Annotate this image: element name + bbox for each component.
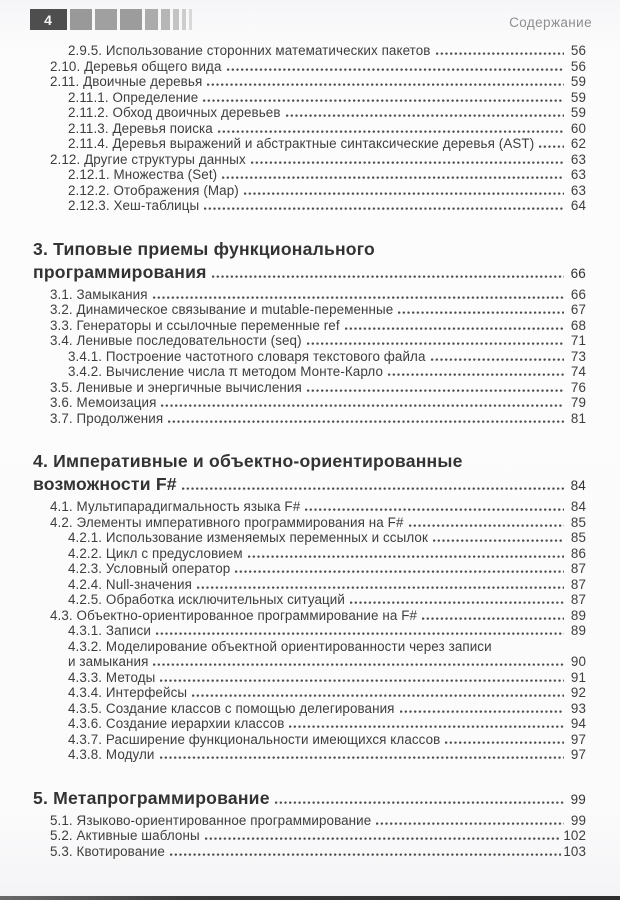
toc-page-number: 74 xyxy=(570,364,586,379)
toc-entry-row xyxy=(33,74,586,90)
toc-entry-label: 3.3. Генераторы и ссылочные переменные ref xyxy=(50,317,340,333)
toc-entry xyxy=(33,577,586,593)
dot-leader xyxy=(307,341,564,345)
toc-entry xyxy=(33,287,586,303)
decor-square xyxy=(120,9,142,30)
page-header xyxy=(0,0,620,30)
dot-leader xyxy=(205,836,562,840)
toc-page-number: 99 xyxy=(570,791,586,807)
dot-leader xyxy=(286,113,564,117)
toc-entry-row xyxy=(33,623,586,639)
toc-entry xyxy=(33,333,586,349)
toc-entry-row xyxy=(33,608,586,624)
toc-entry xyxy=(33,167,586,183)
toc-entry-label: программирования xyxy=(33,261,207,282)
toc-page-number: 63 xyxy=(570,182,586,198)
toc-entry xyxy=(33,43,586,59)
dot-leader xyxy=(153,295,564,299)
toc-page-number: 59 xyxy=(570,105,586,120)
toc-entry-row xyxy=(33,813,586,829)
toc-page-number: 85 xyxy=(570,514,586,530)
dot-leader xyxy=(160,678,564,682)
toc-page-number: 59 xyxy=(570,89,586,105)
toc-entry-label: 4.2.4. Null-значения xyxy=(68,576,192,592)
toc-entry-row xyxy=(33,167,586,183)
toc-entry-row xyxy=(33,198,586,214)
toc-entry-row xyxy=(33,302,586,318)
toc-entry-label: и замыкания xyxy=(68,654,149,669)
dot-leader xyxy=(409,523,565,527)
toc-entry xyxy=(33,183,586,199)
toc-entry-row xyxy=(33,287,586,303)
toc-entry-label: 3.4.1. Построение частотного словаря текстового файла xyxy=(68,348,426,364)
toc-entry-row xyxy=(33,136,586,152)
toc-entry xyxy=(33,105,586,121)
toc-entry-label: 5. Метапрограммирование xyxy=(33,787,270,808)
toc-page-number: 92 xyxy=(570,685,586,700)
toc-entry-label: 4.2.2. Цикл с предусловием xyxy=(68,545,243,561)
toc-page-number: 90 xyxy=(570,654,586,669)
toc-entry xyxy=(33,844,586,860)
toc-entry xyxy=(33,608,586,624)
toc-entry-row xyxy=(33,701,586,717)
dot-leader xyxy=(376,821,564,825)
dot-leader xyxy=(305,507,564,511)
toc-entry xyxy=(33,59,586,75)
dot-leader xyxy=(222,175,564,179)
toc-entry-label: 2.12.2. Отображения (Map) xyxy=(68,182,239,198)
toc-entry xyxy=(33,90,586,106)
toc-page-number: 68 xyxy=(570,317,586,333)
toc-entry xyxy=(33,592,586,608)
toc-entry-row xyxy=(33,592,586,608)
toc-entry-label: 4.3.5. Создание классов с помощью делегирования xyxy=(68,700,395,716)
toc-entry-label: 4.3.3. Методы xyxy=(68,669,156,685)
toc-page-number: 87 xyxy=(570,576,586,592)
dot-leader xyxy=(212,274,564,278)
toc-entry xyxy=(33,623,586,639)
toc-entry-row xyxy=(33,828,586,844)
toc-entry-row xyxy=(33,395,586,411)
toc-page-number: 99 xyxy=(570,812,586,828)
toc-entry-row xyxy=(33,546,586,562)
toc-entry-label: 2.12.3. Хеш-таблицы xyxy=(68,198,200,213)
toc-entry xyxy=(33,828,586,844)
toc-entry-row xyxy=(33,747,586,763)
toc-entry-label: 4.3.7. Расширение функциональности имеющихся классов xyxy=(68,731,441,747)
toc-entry-label: 2.11.2. Обход двоичных деревьев xyxy=(68,105,281,120)
toc-entry xyxy=(33,499,586,515)
dot-leader xyxy=(182,486,564,490)
dot-leader xyxy=(422,616,564,620)
toc-entry-row xyxy=(33,515,586,531)
toc-entry xyxy=(33,395,586,411)
page-bottom-edge xyxy=(0,896,620,900)
toc-entry xyxy=(33,152,586,168)
toc-entry-title-line1: 3. Типовые приемы функционального xyxy=(33,238,375,259)
toc-page-number: 79 xyxy=(570,395,586,410)
toc-entry-row xyxy=(33,732,586,748)
dot-leader xyxy=(170,852,561,856)
decor-square xyxy=(161,9,170,30)
toc-entry xyxy=(33,136,586,152)
toc-entry-label: 3.2. Динамическое связывание и mutable-переменные xyxy=(50,302,394,317)
toc-page-number: 56 xyxy=(570,58,586,74)
toc-entry xyxy=(33,364,586,380)
toc-entry-label: 4.1. Мультипарадигмальность языка F# xyxy=(50,499,301,514)
toc-entry-label: 4.3. Объектно-ориентированное программирование на F# xyxy=(50,607,418,623)
toc-entry-title-line1: 4. Императивные и объектно-ориентированные xyxy=(33,451,463,471)
toc-entry-label: 3.7. Продолжения xyxy=(50,410,164,426)
toc-page-number: 76 xyxy=(570,379,586,395)
toc-entry-row xyxy=(33,364,586,380)
dot-leader xyxy=(248,554,564,558)
dot-leader xyxy=(161,403,564,407)
toc-entry-row xyxy=(33,530,586,546)
toc-entry-label: 3.5. Ленивые и энергичные вычисления xyxy=(50,379,302,395)
toc-entry-row xyxy=(33,59,586,75)
toc-page-number: 66 xyxy=(570,286,586,302)
toc-page-number: 85 xyxy=(570,530,586,545)
dot-leader xyxy=(433,538,564,542)
dot-leader xyxy=(345,326,564,330)
toc-entry-row xyxy=(33,152,586,168)
toc-entry xyxy=(33,74,586,90)
toc-page-number: 63 xyxy=(570,151,586,167)
dot-leader xyxy=(289,724,564,728)
page-number-strip xyxy=(30,9,192,30)
toc-page-number: 86 xyxy=(570,545,586,561)
toc-entry-row xyxy=(33,577,586,593)
toc-page-number: 94 xyxy=(570,716,586,731)
toc-page-number: 87 xyxy=(570,592,586,607)
toc-entry-row xyxy=(33,121,586,137)
toc-page-number: 59 xyxy=(570,74,586,89)
toc-entry-row xyxy=(33,411,586,427)
toc-page-number: 87 xyxy=(570,561,586,576)
dot-leader xyxy=(431,357,564,361)
toc-entry xyxy=(33,380,586,396)
toc-section-heading xyxy=(33,238,586,285)
dot-leader xyxy=(204,206,564,210)
decor-square xyxy=(189,9,192,30)
toc-entry xyxy=(33,302,586,318)
toc-entry-row xyxy=(33,90,586,106)
decor-square xyxy=(182,9,186,30)
toc-entry-label: 4.2.3. Условный оператор xyxy=(68,561,231,576)
toc-entry-row xyxy=(33,261,586,285)
toc-entry-label: 2.9.5. Использование сторонних математических пакетов xyxy=(68,43,431,58)
toc-entry-label: 5.3. Квотирование xyxy=(50,843,165,859)
toc-entry-row xyxy=(33,473,586,497)
dot-leader xyxy=(388,372,564,376)
toc-entry-label: 4.3.4. Интерфейсы xyxy=(68,685,188,700)
toc-entry-label: 2.11.4. Деревья выражений и абстрактные синтаксические деревья (AST) xyxy=(68,136,535,151)
toc-page-number: 60 xyxy=(570,120,586,136)
toc-page-number: 103 xyxy=(563,843,586,859)
toc-entry xyxy=(33,701,586,717)
toc-section-heading xyxy=(33,787,586,811)
toc-entry-label: 4.3.8. Модули xyxy=(68,747,155,762)
toc-page-number: 62 xyxy=(570,136,586,151)
toc-entry-title-line1: 4.3.2. Моделирование объектной ориентированности через записи xyxy=(68,638,492,654)
toc-entry-row xyxy=(33,844,586,860)
toc-entry-row xyxy=(33,380,586,396)
decor-square xyxy=(173,9,179,30)
toc-entry xyxy=(33,411,586,427)
page-number: 4 xyxy=(44,11,53,28)
dot-leader xyxy=(436,51,564,55)
toc-page-number: 66 xyxy=(570,265,586,281)
dot-leader xyxy=(539,144,564,148)
toc-page-number: 97 xyxy=(570,731,586,747)
dot-leader xyxy=(350,600,564,604)
toc-entry-label: 2.11.1. Определение xyxy=(68,89,199,105)
toc-entry-row xyxy=(33,499,586,515)
toc-page-number: 71 xyxy=(570,333,586,348)
toc-entry-label: 4.3.6. Создание иерархии классов xyxy=(68,716,285,731)
dot-leader xyxy=(227,67,564,71)
running-head-title: Содержание xyxy=(509,15,592,30)
toc-page-number: 102 xyxy=(563,828,586,843)
toc-page-number: 64 xyxy=(570,198,586,213)
toc-page-number: 56 xyxy=(570,43,586,58)
toc-entry-label: 5.1. Языково-ориентированное программирование xyxy=(50,812,372,828)
toc-entry xyxy=(33,121,586,137)
toc-entry-label: 2.12.1. Множества (Set) xyxy=(68,167,218,182)
toc-entry xyxy=(33,561,586,577)
toc-entry-row xyxy=(33,561,586,577)
dot-leader xyxy=(197,585,564,589)
dot-leader xyxy=(307,388,564,392)
decor-square xyxy=(70,9,92,30)
toc-entry xyxy=(33,732,586,748)
toc-page-number: 93 xyxy=(570,700,586,716)
toc-entry-label: 2.11. Двоичные деревья xyxy=(50,74,203,89)
toc-entry-label: 2.12. Другие структуры данных xyxy=(50,151,246,167)
toc-entry-row xyxy=(33,787,586,811)
dot-leader xyxy=(445,740,564,744)
toc-entry-label: 3.6. Мемоизация xyxy=(50,395,157,410)
toc-page-number: 67 xyxy=(570,302,586,317)
toc-page-number: 63 xyxy=(570,167,586,182)
decor-square xyxy=(145,9,158,30)
toc-page-number: 81 xyxy=(570,410,586,426)
toc-entry-label: 2.11.3. Деревья поиска xyxy=(68,120,213,136)
toc-entry-row xyxy=(33,349,586,365)
toc-entry xyxy=(33,530,586,546)
toc-entry-row xyxy=(33,654,586,670)
dot-leader xyxy=(218,129,564,133)
toc-page-number: 84 xyxy=(570,499,586,514)
toc-entry-row xyxy=(33,183,586,199)
dot-leader xyxy=(400,709,564,713)
toc-entry xyxy=(33,318,586,334)
toc-page-number: 89 xyxy=(570,623,586,638)
toc-entry xyxy=(33,515,586,531)
dot-leader xyxy=(160,755,565,759)
toc-page-number: 97 xyxy=(570,747,586,762)
dot-leader xyxy=(203,98,564,102)
dot-leader xyxy=(235,569,564,573)
toc-entry xyxy=(33,670,586,686)
toc-entry xyxy=(33,639,586,670)
toc-entry-label: 4.2.5. Обработка исключительных ситуаций xyxy=(68,592,345,607)
dot-leader xyxy=(168,419,564,423)
dot-leader xyxy=(192,693,564,697)
toc-page-number: 84 xyxy=(570,478,586,493)
toc-entry-row xyxy=(33,43,586,59)
decor-square xyxy=(95,9,117,30)
dot-leader xyxy=(153,662,564,666)
toc-entry-label: 4.2. Элементы императивного программирования на F# xyxy=(50,514,404,530)
toc-entry xyxy=(33,716,586,732)
toc-page-number: 89 xyxy=(570,607,586,623)
dot-leader xyxy=(156,631,564,635)
dot-leader xyxy=(275,800,564,804)
dot-leader xyxy=(207,82,564,86)
toc-entry-row xyxy=(33,105,586,121)
toc-entry-label: 2.10. Деревья общего вида xyxy=(50,58,222,74)
toc-entry-label: возможности F# xyxy=(33,474,177,494)
dot-leader xyxy=(251,160,564,164)
toc-entry-row xyxy=(33,333,586,349)
page-number-box xyxy=(30,9,67,30)
dot-leader xyxy=(244,191,564,195)
toc-list xyxy=(0,30,620,859)
toc-entry-row xyxy=(33,716,586,732)
toc-entry-label: 4.2.1. Использование изменяемых переменных и ссылок xyxy=(68,530,428,545)
toc-page-number: 73 xyxy=(570,348,586,364)
toc-entry-row xyxy=(33,685,586,701)
toc-entry-label: 3.1. Замыкания xyxy=(50,286,148,302)
toc-entry-label: 5.2. Активные шаблоны xyxy=(50,828,200,843)
toc-section-heading xyxy=(33,450,586,497)
toc-entry-label: 4.3.1. Записи xyxy=(68,623,151,638)
toc-entry-label: 3.4. Ленивые последовательности (seq) xyxy=(50,333,302,348)
toc-entry-row xyxy=(33,670,586,686)
dot-leader xyxy=(398,310,564,314)
toc-entry xyxy=(33,813,586,829)
toc-entry xyxy=(33,349,586,365)
toc-entry xyxy=(33,198,586,214)
toc-entry xyxy=(33,546,586,562)
toc-entry-label: 3.4.2. Вычисление числа π методом Монте-Карло xyxy=(68,364,384,379)
toc-entry-row xyxy=(33,318,586,334)
toc-page-number: 91 xyxy=(570,669,586,685)
toc-entry xyxy=(33,685,586,701)
toc-entry xyxy=(33,747,586,763)
